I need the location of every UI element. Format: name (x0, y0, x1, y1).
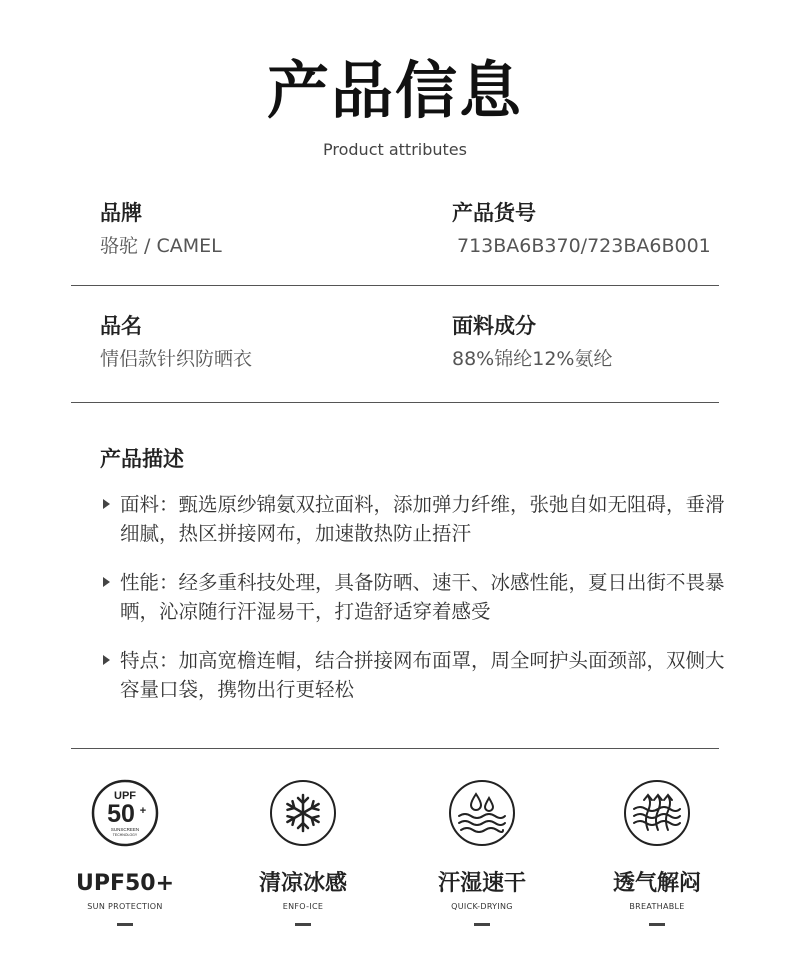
description-item (100, 568, 740, 626)
description-title: 产品描述 (100, 447, 184, 471)
attr-item-number-label: 产品货号 (452, 201, 536, 225)
description-item (100, 490, 740, 548)
divider (71, 285, 719, 286)
divider (71, 402, 719, 403)
divider (71, 748, 719, 749)
attr-product-name-label: 品名 (100, 314, 142, 338)
description-item (100, 646, 740, 704)
page-subtitle: Product attributes (323, 140, 467, 159)
feature-ice (218, 770, 388, 926)
upf50-icon-line1: SUNSCREEN (110, 827, 140, 832)
feature-name: UPF50+ (75, 871, 175, 896)
feature-quick-dry (397, 770, 567, 926)
attr-fabric-value: 88%锦纶12%氨纶 (452, 348, 613, 370)
upf50-icon-line2: TECHNOLOGY (112, 833, 138, 837)
description-text: 性能：经多重科技处理，具备防晒、速干、冰感性能，夏日出街不畏暴晒，沁凉随行汗湿易干，打造舒适穿着感受 (120, 571, 725, 623)
water-drops-icon (447, 778, 517, 848)
attr-item-number (452, 200, 711, 258)
description-list (100, 490, 740, 724)
feature-upf50 (40, 770, 210, 926)
attr-brand-value: 骆驼 / CAMEL (100, 235, 222, 257)
attr-product-name-value: 情侣款针织防晒衣 (100, 348, 253, 370)
feature-name: 透气解闷 (612, 871, 701, 896)
feature-subtitle: ENFO-ICE (282, 902, 324, 911)
feature-name: 清凉冰感 (258, 871, 347, 896)
feature-subtitle: BREATHABLE (629, 902, 685, 911)
upf50-icon-plus: + (139, 805, 147, 817)
attr-fabric (452, 313, 612, 371)
attr-brand (100, 200, 222, 258)
attr-brand-label: 品牌 (100, 201, 142, 225)
upf50-icon-number: 50 (107, 800, 135, 828)
feature-subtitle: SUN PROTECTION (87, 902, 163, 911)
feature-dash (649, 923, 665, 926)
snowflake-icon (268, 778, 338, 848)
feature-subtitle: QUICK-DRYING (451, 902, 513, 911)
triangle-bullet-icon (103, 577, 110, 587)
attr-fabric-label: 面料成分 (452, 314, 536, 338)
description-text: 面料：甄选原纱锦氨双拉面料，添加弹力纤维，张弛自如无阻碍，垂滑细腻，热区拼接网布，加速散热防止捂汗 (120, 493, 725, 545)
page-title: 产品信息 (266, 54, 523, 127)
upf50-icon-top: UPF (114, 790, 136, 802)
description-text: 特点：加高宽檐连帽，结合拼接网布面罩，周全呵护头面颈部，双侧大容量口袋，携物出行更轻松 (120, 649, 725, 701)
upf50-icon (90, 778, 160, 848)
feature-dash (117, 923, 133, 926)
triangle-bullet-icon (103, 655, 110, 665)
attr-item-number-value: 713BA6B370/723BA6B001 (457, 235, 711, 257)
feature-name: 汗湿速干 (437, 871, 526, 896)
feature-dash (295, 923, 311, 926)
feature-breathable (572, 770, 742, 926)
breathable-arrows-icon (622, 778, 692, 848)
feature-row (0, 770, 790, 950)
attr-product-name (100, 313, 252, 371)
feature-dash (474, 923, 490, 926)
triangle-bullet-icon (103, 499, 110, 509)
